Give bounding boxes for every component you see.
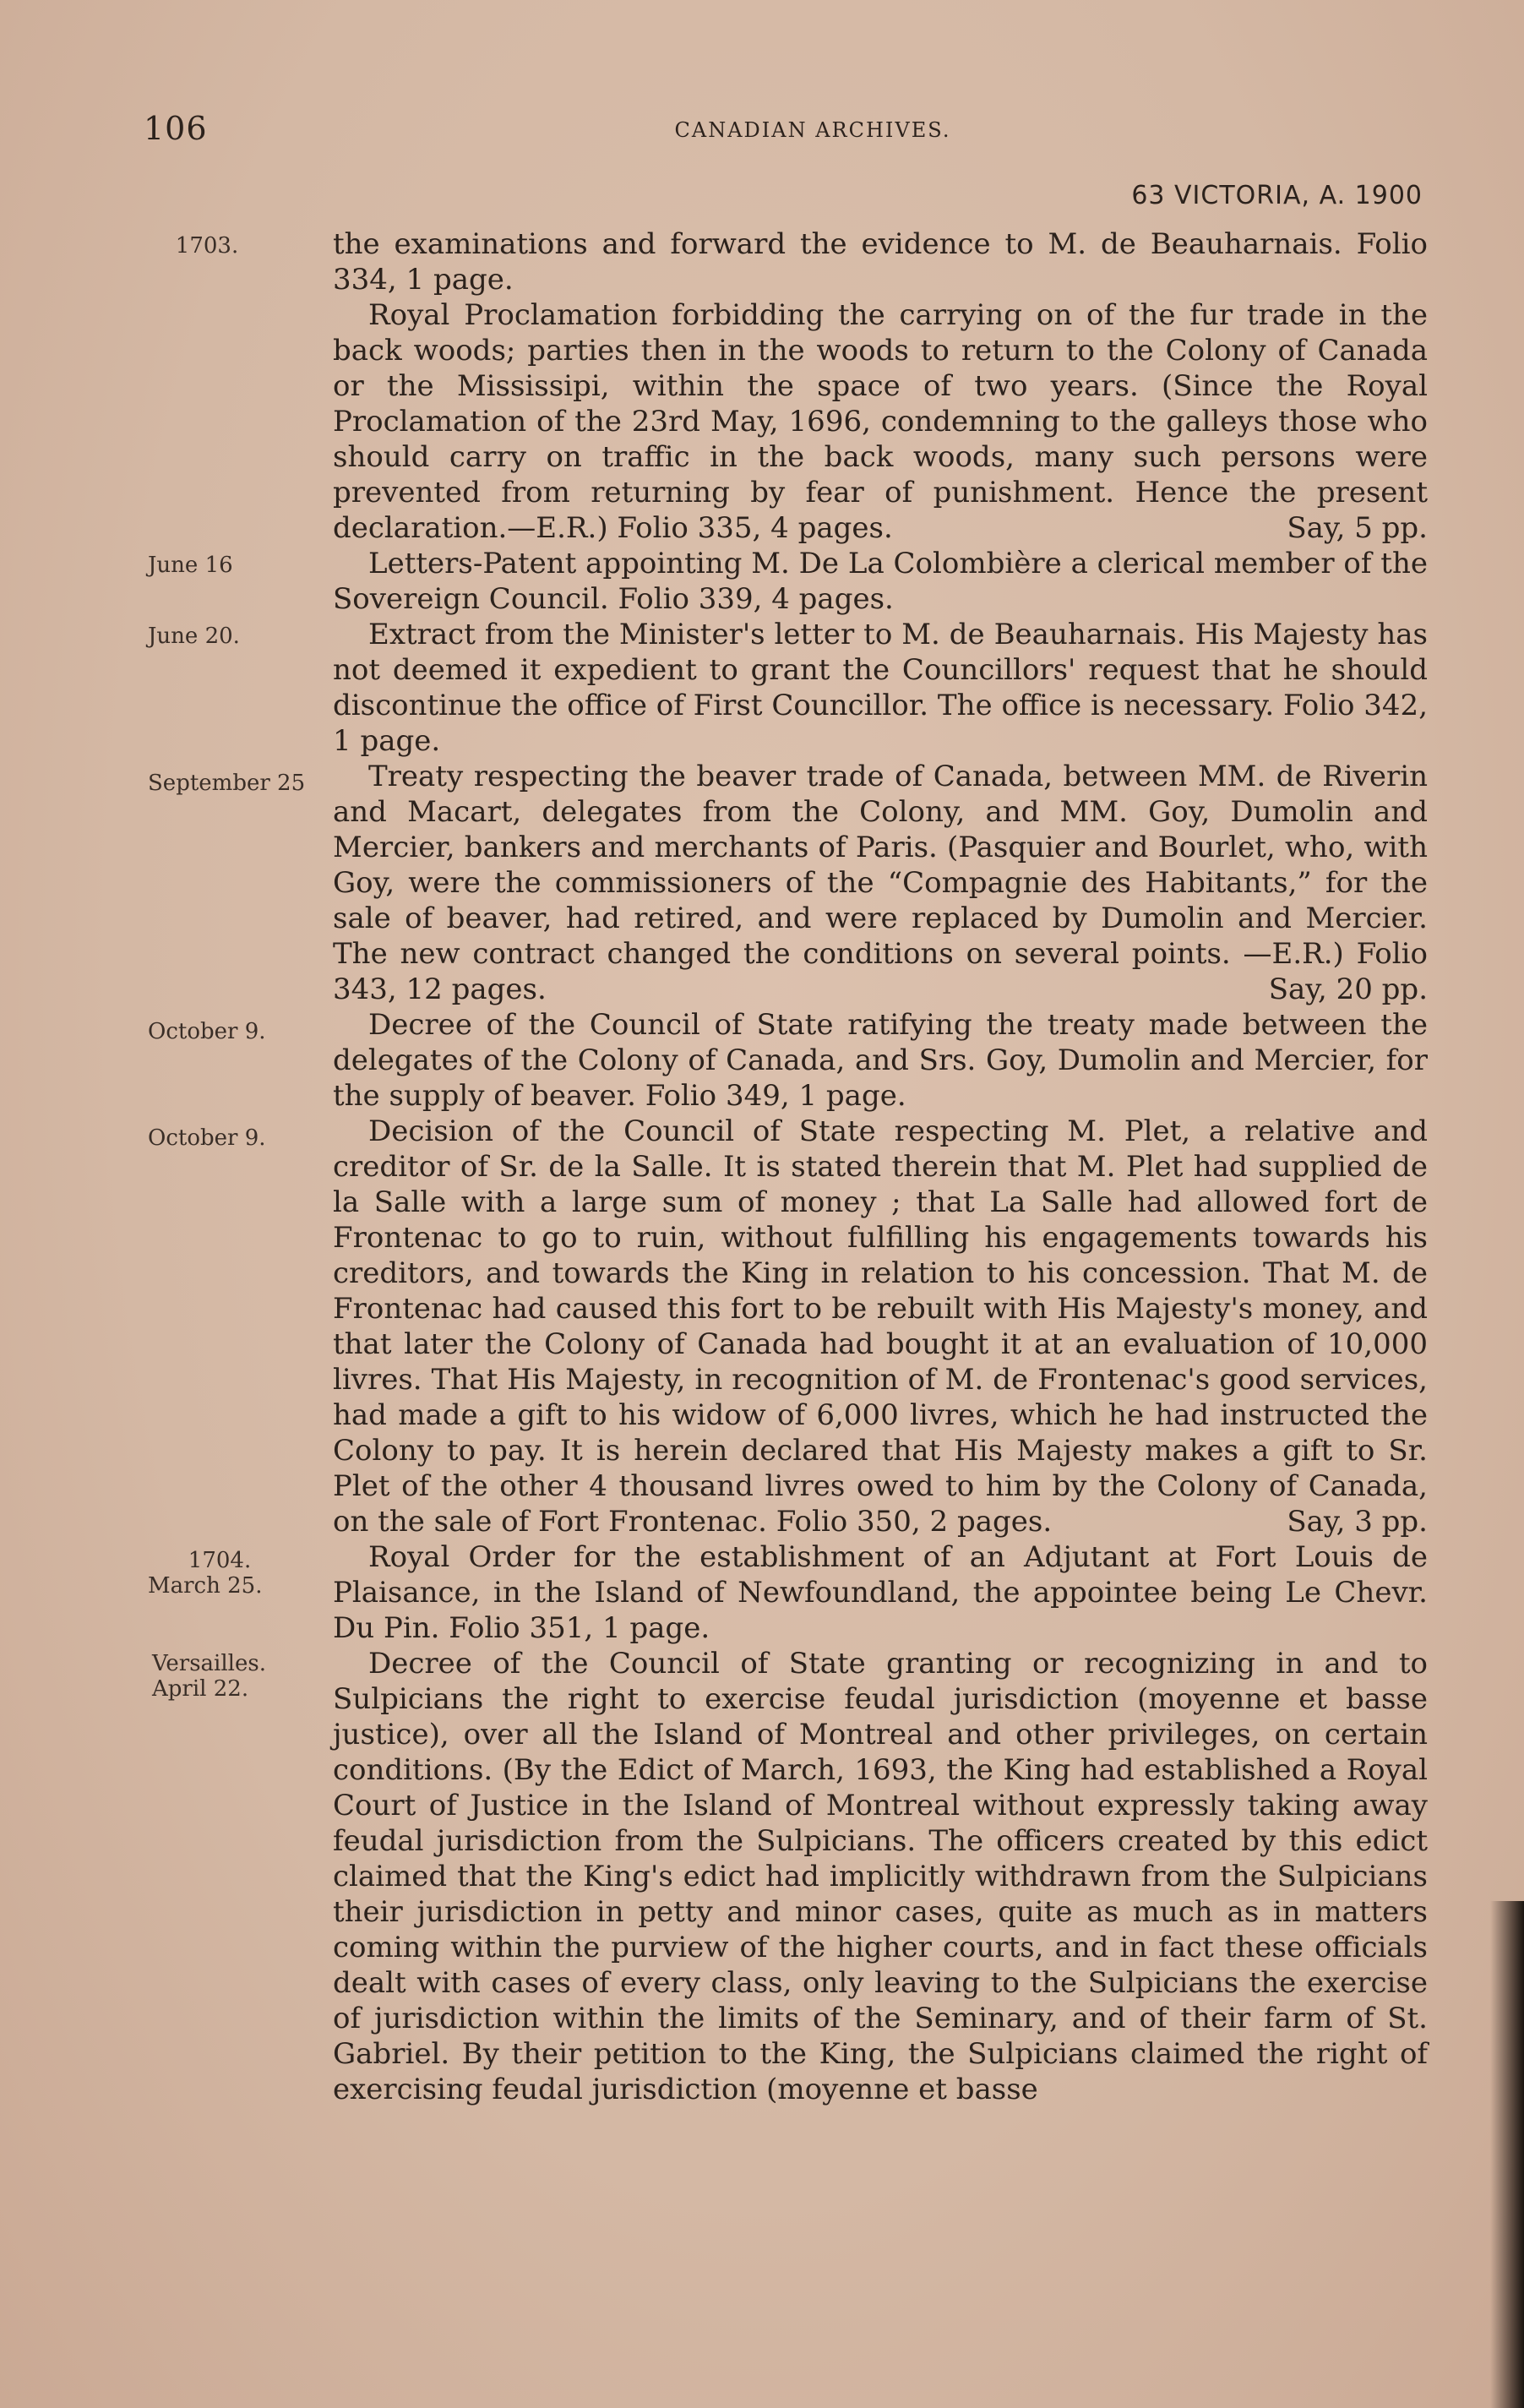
margin-date: October 9. bbox=[148, 1125, 266, 1151]
entry-text: Royal Proclamation forbidding the carrying on of the fur trade in the back woods; parties then in the woods to return to the Colony of Canada or the Mississipi, within the space of two years. (Since the Royal Proclamation of the 23rd May, 1696, condemning to the galleys those who should carry on traffic in the back woods, many such persons were prevented from returning by fear of punishment. Hence the present declaration.—E.R.) Folio 335, 4 pages. Say, 5 pp. bbox=[333, 298, 1428, 545]
entry-september-25 bbox=[0, 759, 1524, 1007]
entry-june-20 bbox=[0, 617, 1524, 759]
entry-june-16 bbox=[0, 546, 1524, 617]
margin-date: June 20. bbox=[148, 624, 240, 649]
entry-text: Extract from the Minister's letter to M. de Beauharnais. His Majesty has not deemed it expedient to grant the Councillors' request that he should discontinue the office of First Councillor. The office is necessary. Folio 342, 1 page. bbox=[333, 618, 1428, 758]
entry-text: Decision of the Council of State respecting M. Plet, a relative and creditor of Sr. de la Salle. It is stated therein that M. Plet had supplied de la Salle with a large sum of money ; that La Salle had allowed fort de Frontenac to go to ruin, without fulfilling his engagements towards his creditors, and towards the King in relation to his concession. That M. de Frontenac had caused this fort to be rebuilt with His Majesty's money, and that later the Colony of Canada had bought it at an evaluation of 10,000 livres. That His Majesty, in recognition of M. de Frontenac's good services, had made a gift to his widow of 6,000 livres, which he had instructed the Colony to pay. It is herein declared that His Majesty makes a gift to Sr. Plet of the other 4 thousand livres owed to him by the Colony of Canada, on the sale of Fort Frontenac. Folio 350, 2 pages. Say, 3 pp. bbox=[333, 1114, 1428, 1539]
entry-october-9-ratify bbox=[0, 1007, 1524, 1114]
entry-text: Letters-Patent appointing M. De La Colombière a clerical member of the Sovereign Council. Folio 339, 4 pages. bbox=[333, 547, 1428, 616]
margin-date: September 25 bbox=[148, 771, 306, 796]
entry-october-9-plet bbox=[0, 1114, 1524, 1539]
page-number: 106 bbox=[144, 110, 208, 147]
say-note: Say, 5 pp. bbox=[1287, 511, 1428, 545]
say-note: Say, 3 pp. bbox=[1287, 1505, 1428, 1539]
margin-place-date: Versailles. April 22. bbox=[152, 1651, 266, 1702]
document-body bbox=[0, 226, 1524, 2107]
entry-text: Decree of the Council of State ratifying the treaty made between the delegates of the Colony of Canada, and Srs. Goy, Dumolin and Mercier, for the supply of beaver. Folio 349, 1 page. bbox=[333, 1008, 1428, 1113]
running-title: CANADIAN ARCHIVES. bbox=[674, 118, 951, 142]
entry-royal-proclamation bbox=[0, 297, 1524, 546]
entry-text: Royal Order for the establishment of an Adjutant at Fort Louis de Plaisance, in the Island of Newfoundland, the appointee being Le Chevr. Du Pin. Folio 351, 1 page. bbox=[333, 1540, 1428, 1645]
session-label: 63 VICTORIA, A. 1900 bbox=[1131, 181, 1423, 210]
entry-text: Treaty respecting the beaver trade of Canada, between MM. de Riverin and Macart, delegates from the Colony, and MM. Goy, Dumolin and Mercier, bankers and merchants of Paris. (Pasquier and Bourlet, who, with Goy, were the commissioners of the “Compagnie des Habitants,” for the sale of beaver, had retired, and were replaced by Dumolin and Mercier. The new contract changed the conditions on several points. —E.R.) Folio 343, 12 pages. Say, 20 pp. bbox=[333, 760, 1428, 1006]
margin-date: October 9. bbox=[148, 1019, 266, 1044]
margin-date: 1703. bbox=[175, 233, 239, 259]
entry-text: the examinations and forward the evidence to M. de Beauharnais. Folio 334, 1 page. bbox=[333, 227, 1428, 297]
margin-date: June 16 bbox=[148, 553, 233, 578]
say-note: Say, 20 pp. bbox=[1268, 972, 1428, 1006]
entry-1704-march-25 bbox=[0, 1539, 1524, 1646]
entry-text: Decree of the Council of State granting or recognizing in and to Sulpicians the right to exercise feudal jurisdiction (moyenne et basse justice), over all the Island of Montreal and other privileges, on certain conditions. (By the Edict of March, 1693, the King had established a Royal Court of Justice in the Island of Montreal without expressly taking away feudal jurisdiction from the Sulpicians. The officers created by this edict claimed that the King's edict had implicitly withdrawn from the Sulpicians their jurisdiction in petty and minor cases, quite as much as in matters coming within the purview of the higher courts, and in fact these officials dealt with cases of every class, only leaving to the Sulpicians the exercise of jurisdiction within the limits of the Seminary, and of their farm of St. Gabriel. By their petition to the King, the Sulpicians claimed the right of exercising feudal jurisdiction (moyenne et basse bbox=[333, 1647, 1428, 2106]
entry-1703-continuation bbox=[0, 226, 1524, 297]
margin-date: 1704. March 25. bbox=[148, 1548, 263, 1599]
entry-versailles-april-22 bbox=[0, 1646, 1524, 2107]
